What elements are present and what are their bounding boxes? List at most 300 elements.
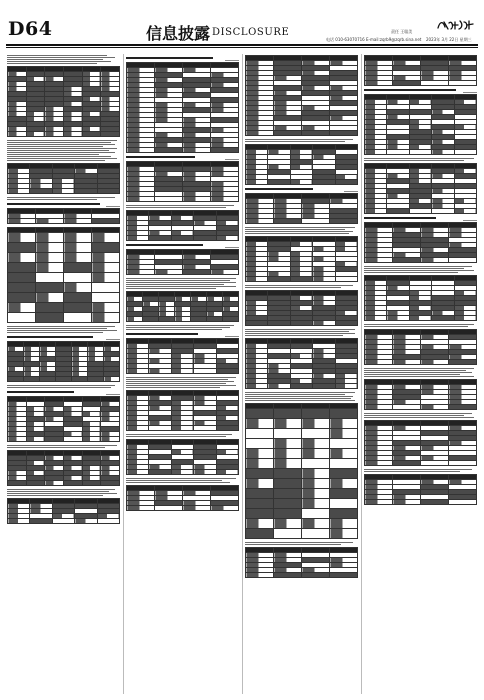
table-cell	[104, 377, 120, 382]
column-1	[7, 54, 120, 694]
table-cell	[171, 369, 193, 374]
text-line	[7, 148, 117, 149]
text-line	[245, 287, 341, 288]
table-cell	[36, 313, 64, 323]
text-line	[7, 330, 117, 331]
text-line	[245, 331, 349, 332]
table-cell	[246, 509, 274, 519]
text-line	[364, 324, 474, 325]
table-row	[246, 529, 358, 539]
text-paragraph	[364, 413, 477, 418]
data-table	[7, 498, 120, 524]
data-table	[7, 396, 120, 442]
table-row	[365, 405, 477, 410]
text-line	[126, 379, 228, 380]
data-table	[364, 55, 477, 86]
table-cell	[421, 461, 449, 466]
data-table	[364, 275, 477, 321]
text-line	[126, 482, 230, 483]
table-cell	[64, 253, 92, 263]
table-cell	[365, 258, 393, 263]
text-line	[245, 544, 341, 545]
table-cell	[246, 489, 274, 499]
table-cell	[211, 506, 239, 511]
table-cell	[36, 273, 64, 283]
table-cell	[330, 479, 358, 489]
table-cell	[127, 506, 155, 511]
table-cell	[92, 219, 120, 224]
table-cell	[149, 369, 171, 374]
table-cell	[211, 197, 239, 202]
table-cell	[302, 409, 330, 419]
text-line	[245, 396, 353, 397]
table-cell	[302, 479, 330, 489]
table-row	[246, 439, 358, 449]
text-line	[126, 480, 222, 481]
table-cell	[207, 317, 223, 322]
table-cell	[330, 429, 358, 439]
text-line	[126, 478, 236, 479]
table-cell	[97, 189, 119, 194]
table-cell	[92, 263, 120, 273]
data-table	[364, 94, 477, 155]
table-cell	[36, 283, 64, 293]
table-cell	[274, 449, 302, 459]
table-cell	[302, 509, 330, 519]
table-cell	[302, 489, 330, 499]
table-row	[246, 180, 358, 185]
table-row	[246, 321, 358, 326]
text-line	[364, 326, 468, 327]
masthead-rule-thin	[6, 47, 478, 48]
table-cell	[330, 489, 358, 499]
unit-note-line	[106, 339, 120, 340]
table-cell	[92, 283, 120, 293]
table-cell	[8, 293, 36, 303]
table-cell	[88, 377, 104, 382]
table-cell	[290, 321, 312, 326]
table-cell	[45, 481, 64, 486]
table-cell	[92, 243, 120, 253]
table-cell	[246, 429, 274, 439]
text-paragraph	[245, 329, 358, 336]
text-line	[364, 160, 464, 161]
table-cell	[454, 209, 476, 214]
section-heading-line	[245, 188, 313, 190]
table-cell	[171, 426, 193, 431]
text-line	[126, 288, 216, 289]
table-row	[127, 470, 239, 475]
table-cell	[274, 529, 302, 539]
table-row	[246, 489, 358, 499]
text-line	[126, 325, 234, 326]
text-line	[364, 415, 464, 416]
table-cell	[365, 500, 393, 505]
table-cell	[64, 303, 92, 313]
table-cell	[171, 236, 193, 241]
table-cell	[330, 419, 358, 429]
table-cell	[449, 405, 477, 410]
table-row	[246, 219, 358, 224]
table-cell	[246, 459, 274, 469]
issue-date: 2023年 3月 22日 星期三	[426, 37, 472, 42]
table-cell	[8, 233, 36, 243]
table-cell	[274, 509, 302, 519]
table-cell	[75, 189, 97, 194]
table-cell	[8, 283, 36, 293]
table-cell	[52, 189, 74, 194]
text-line	[126, 434, 232, 435]
text-line	[245, 329, 355, 330]
table-cell	[274, 459, 302, 469]
text-line	[126, 286, 236, 287]
text-line	[364, 268, 464, 269]
text-line	[7, 158, 117, 159]
table-cell	[302, 469, 330, 479]
section-heading-line	[364, 89, 456, 91]
column-3	[245, 54, 358, 694]
text-line	[126, 377, 236, 378]
data-table	[126, 485, 239, 511]
table-cell	[64, 263, 92, 273]
table-cell	[211, 148, 239, 153]
data-table	[245, 55, 358, 136]
table-cell	[64, 283, 92, 293]
data-table	[245, 403, 358, 539]
data-table	[245, 547, 358, 578]
text-line	[245, 233, 349, 234]
table-cell	[274, 479, 302, 489]
table-cell	[302, 519, 330, 529]
table-row	[8, 233, 120, 243]
table-cell	[268, 180, 290, 185]
table-cell	[274, 519, 302, 529]
section-heading-line	[126, 333, 198, 335]
unit-note-line	[106, 394, 120, 395]
text-line	[126, 207, 226, 208]
table-cell	[268, 384, 290, 389]
text-paragraph	[7, 489, 120, 496]
table-cell	[432, 209, 454, 214]
table-cell	[330, 519, 358, 529]
table-cell	[302, 449, 330, 459]
table-cell	[330, 573, 358, 578]
table-cell	[302, 499, 330, 509]
text-line	[245, 229, 345, 230]
text-line	[7, 385, 115, 386]
text-line	[245, 392, 355, 393]
table-cell	[313, 180, 335, 185]
text-line	[7, 491, 109, 492]
text-line	[7, 199, 97, 200]
text-line	[7, 326, 115, 327]
table-cell	[8, 189, 30, 194]
table-row	[8, 283, 120, 293]
table-cell	[409, 150, 431, 155]
text-line	[245, 394, 345, 395]
table-cell	[8, 377, 24, 382]
column-divider	[242, 54, 243, 694]
table-cell	[101, 437, 120, 442]
table-row	[246, 384, 358, 389]
text-line	[126, 329, 222, 330]
text-line	[7, 160, 105, 161]
table-cell	[449, 461, 477, 466]
text-line	[364, 372, 472, 373]
table-row	[365, 81, 477, 86]
text-line	[7, 57, 115, 58]
table-cell	[313, 277, 335, 282]
table-cell	[8, 243, 36, 253]
text-line	[7, 493, 117, 494]
table-cell	[26, 481, 45, 486]
text-paragraph	[126, 478, 239, 483]
table-cell	[387, 209, 409, 214]
table-row	[365, 316, 477, 321]
section-heading-line	[364, 217, 436, 219]
text-line	[245, 139, 353, 140]
section-heading-line	[7, 203, 100, 205]
table-row	[246, 131, 358, 136]
table-cell	[432, 316, 454, 321]
table-cell	[387, 316, 409, 321]
text-line	[245, 141, 345, 142]
data-table	[126, 390, 239, 431]
table-cell	[330, 529, 358, 539]
table-row	[365, 461, 477, 466]
table-cell	[155, 270, 183, 275]
table-cell	[36, 233, 64, 243]
table-cell	[155, 197, 183, 202]
text-line	[364, 471, 460, 472]
table-cell	[82, 437, 101, 442]
table-cell	[8, 132, 27, 137]
data-table	[364, 163, 477, 214]
table-cell	[194, 470, 216, 475]
table-cell	[191, 317, 207, 322]
text-line	[7, 447, 105, 448]
text-line	[364, 370, 466, 371]
table-cell	[194, 426, 216, 431]
unit-note-line	[463, 92, 477, 93]
text-paragraph	[364, 266, 477, 273]
table-cell	[421, 360, 449, 365]
unit-note-line	[225, 336, 239, 337]
data-table	[245, 290, 358, 326]
text-paragraph	[364, 324, 477, 327]
data-table	[7, 208, 120, 224]
text-paragraph	[126, 325, 239, 330]
table-cell	[290, 384, 312, 389]
unit-note-line	[344, 191, 358, 192]
table-cell	[330, 509, 358, 519]
table-cell	[149, 470, 171, 475]
table-cell	[8, 263, 36, 273]
table-cell	[302, 573, 330, 578]
table-cell	[64, 273, 92, 283]
column-2	[126, 54, 239, 694]
table-cell	[302, 419, 330, 429]
text-paragraph	[245, 285, 358, 288]
text-paragraph	[364, 469, 477, 472]
data-table	[7, 450, 120, 486]
table-row	[365, 500, 477, 505]
table-cell	[127, 236, 149, 241]
table-cell	[216, 470, 238, 475]
text-line	[126, 381, 234, 382]
table-cell	[393, 405, 421, 410]
table-cell	[246, 277, 268, 282]
table-cell	[365, 150, 387, 155]
table-cell	[36, 253, 64, 263]
table-cell	[274, 573, 302, 578]
text-paragraph	[7, 197, 120, 200]
column-divider	[123, 54, 124, 694]
table-cell	[216, 426, 238, 431]
table-row	[8, 132, 120, 137]
table-row	[246, 469, 358, 479]
data-table	[245, 236, 358, 282]
data-table	[126, 338, 239, 374]
table-cell	[127, 426, 149, 431]
text-paragraph	[245, 542, 358, 545]
data-table	[364, 329, 477, 365]
table-cell	[421, 405, 449, 410]
table-cell	[8, 253, 36, 263]
text-line	[7, 152, 115, 153]
text-line	[364, 374, 460, 375]
table-cell	[290, 180, 312, 185]
table-cell	[127, 369, 149, 374]
table-row	[246, 277, 358, 282]
table-cell	[97, 519, 119, 524]
table-cell	[330, 131, 358, 136]
table-row	[8, 377, 120, 382]
table-cell	[246, 499, 274, 509]
unit-note-line	[106, 206, 120, 207]
table-cell	[149, 236, 171, 241]
text-line	[126, 282, 236, 283]
unit-note-line	[225, 159, 239, 160]
table-row	[246, 409, 358, 419]
table-row	[127, 317, 239, 322]
text-line	[7, 63, 97, 64]
table-cell	[8, 519, 30, 524]
table-cell	[268, 321, 290, 326]
table-cell	[183, 197, 211, 202]
data-table	[364, 420, 477, 466]
table-row	[246, 509, 358, 519]
text-line	[126, 383, 226, 384]
text-line	[126, 205, 234, 206]
table-cell	[216, 369, 238, 374]
table-cell	[246, 419, 274, 429]
table-cell	[302, 219, 330, 224]
text-line	[7, 197, 115, 198]
data-table	[7, 66, 120, 137]
newspaper-logo-icon	[436, 18, 476, 32]
table-cell	[183, 506, 211, 511]
table-cell	[36, 263, 64, 273]
table-cell	[175, 317, 191, 322]
text-line	[7, 144, 115, 145]
table-cell	[127, 197, 155, 202]
table-cell	[82, 132, 101, 137]
table-cell	[274, 131, 302, 136]
table-row	[8, 481, 120, 486]
table-cell	[82, 481, 101, 486]
text-paragraph	[7, 55, 120, 64]
table-cell	[26, 132, 45, 137]
table-row	[8, 189, 120, 194]
text-line	[7, 61, 111, 62]
text-line	[245, 231, 353, 232]
table-cell	[246, 384, 268, 389]
text-line	[7, 59, 103, 60]
text-line	[7, 150, 109, 151]
text-line	[364, 270, 474, 271]
table-row	[8, 219, 120, 224]
data-table	[364, 474, 477, 505]
table-cell	[302, 529, 330, 539]
table-cell	[246, 409, 274, 419]
table-cell	[335, 321, 357, 326]
table-cell	[92, 233, 120, 243]
table-row	[8, 253, 120, 263]
data-table	[126, 210, 239, 241]
table-cell	[127, 270, 155, 275]
table-row	[8, 519, 120, 524]
table-cell	[330, 469, 358, 479]
text-line	[126, 436, 226, 437]
table-cell	[393, 360, 421, 365]
table-cell	[274, 419, 302, 429]
table-row	[127, 426, 239, 431]
text-line	[364, 158, 474, 159]
table-cell	[302, 131, 330, 136]
table-cell	[246, 219, 274, 224]
data-table	[126, 249, 239, 275]
table-cell	[365, 360, 393, 365]
text-line	[245, 400, 355, 401]
text-paragraph	[245, 392, 358, 401]
text-paragraph	[7, 140, 120, 161]
table-cell	[274, 429, 302, 439]
table-cell	[274, 469, 302, 479]
table-cell	[330, 449, 358, 459]
table-cell	[246, 573, 274, 578]
table-cell	[155, 506, 183, 511]
column-divider	[361, 54, 362, 694]
table-cell	[274, 489, 302, 499]
table-cell	[274, 219, 302, 224]
table-cell	[92, 313, 120, 323]
table-row	[246, 519, 358, 529]
table-row	[8, 303, 120, 313]
table-cell	[159, 317, 175, 322]
text-line	[126, 385, 236, 386]
data-table	[364, 379, 477, 410]
table-cell	[302, 429, 330, 439]
data-table	[245, 338, 358, 389]
table-cell	[45, 132, 64, 137]
table-row	[246, 429, 358, 439]
table-cell	[8, 313, 36, 323]
table-row	[246, 573, 358, 578]
table-cell	[92, 293, 120, 303]
text-line	[364, 368, 474, 369]
text-line	[364, 376, 474, 377]
